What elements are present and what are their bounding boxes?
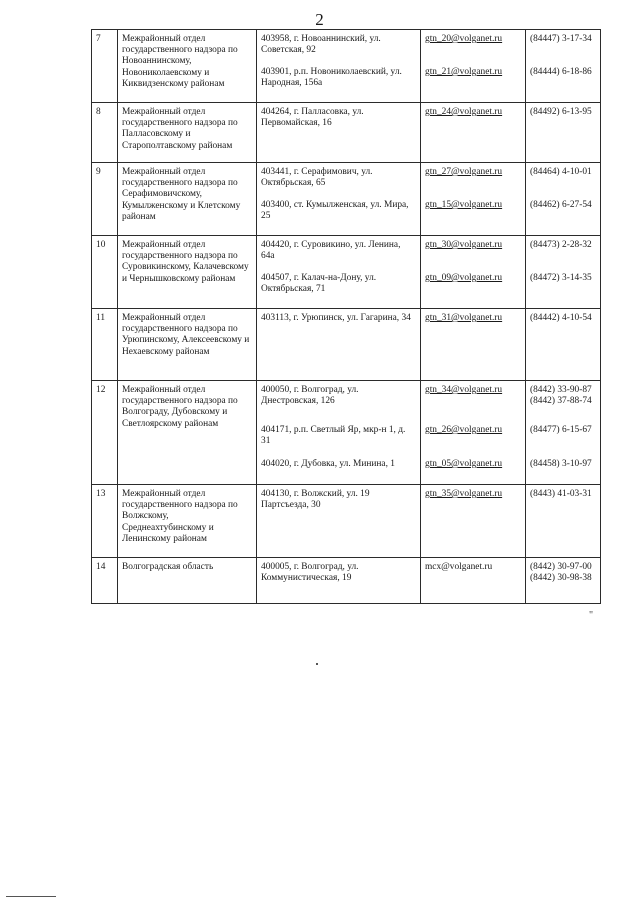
- phone-number: (8443) 41-03-31: [530, 489, 592, 499]
- table-row: [92, 558, 601, 604]
- department-text: Межрайонный отдел государственного надзора по Волгограду, Дубовскому и Светлоярскому районам: [122, 385, 238, 429]
- address-text: 403958, г. Новоаннинский, ул. Советская, 92: [261, 34, 381, 56]
- address-text: 404264, г. Палласовка, ул. Первомайская, 16: [261, 107, 364, 129]
- phone-number: (84473) 2-28-32: [530, 240, 592, 250]
- email-link[interactable]: gtn_26@volganet.ru: [425, 425, 503, 435]
- address-text: 403113, г. Урюпинск, ул. Гагарина, 34: [261, 313, 411, 323]
- row-number: [92, 236, 118, 309]
- address-cell: [257, 558, 421, 604]
- email-cell: [421, 236, 526, 309]
- row-number: [92, 485, 118, 558]
- email-link[interactable]: gtn_35@volganet.ru: [425, 489, 503, 499]
- row-number-text: 13: [96, 489, 106, 499]
- department-name: [118, 236, 257, 309]
- email-cell: [421, 381, 526, 485]
- phone-cell: [526, 485, 601, 558]
- table-row: [92, 163, 601, 236]
- email-link[interactable]: gtn_21@volganet.ru: [425, 67, 503, 77]
- table-body: [92, 30, 601, 604]
- row-number-text: 14: [96, 562, 106, 572]
- email-link[interactable]: mcx@volganet.ru: [425, 562, 493, 572]
- row-number-text: 9: [96, 167, 101, 177]
- department-text: Межрайонный отдел государственного надзора по Палласовскому и Старополтавскому районам: [122, 107, 238, 151]
- email-cell: [421, 30, 526, 103]
- email-link[interactable]: gtn_24@volganet.ru: [425, 107, 503, 117]
- department-text: Межрайонный отдел государственного надзора по Волжскому, Среднеахтубинскому и Ленинскому районам: [122, 489, 238, 544]
- email-link[interactable]: gtn_30@volganet.ru: [425, 240, 503, 250]
- department-text: Межрайонный отдел государственного надзора по Суровикинскому, Калачевскому и Чернышковскому районам: [122, 240, 249, 284]
- phone-number: (84464) 4-10-01: [530, 167, 592, 177]
- row-number: [92, 30, 118, 103]
- department-text: Волгоградская область: [122, 562, 214, 572]
- row-number: [92, 163, 118, 236]
- row-number-text: 10: [96, 240, 106, 250]
- phone-number: (8442) 30-98-38: [530, 573, 592, 584]
- department-text: Межрайонный отдел государственного надзора по Новоаннинскому, Новониколаевскому и Киквидзенскому районам: [122, 34, 238, 89]
- address-text: 404020, г. Дубовка, ул. Минина, 1: [261, 459, 395, 469]
- row-number-text: 7: [96, 34, 101, 44]
- table-row: [92, 309, 601, 381]
- row-number-text: 11: [96, 313, 106, 323]
- table-row: [92, 236, 601, 309]
- phone-cell: [526, 309, 601, 381]
- phone-cell: [526, 30, 601, 103]
- department-name: [118, 103, 257, 163]
- address-cell: [257, 309, 421, 381]
- row-number: [92, 558, 118, 604]
- closing-quote-mark: ": [589, 610, 594, 621]
- email-cell: [421, 485, 526, 558]
- department-text: Межрайонный отдел государственного надзора по Серафимовичскому, Кумылженскому и Клетскому районам: [122, 167, 241, 222]
- phone-number: (84472) 3-14-35: [530, 273, 592, 283]
- department-name: [118, 163, 257, 236]
- phone-number: (84462) 6-27-54: [530, 200, 592, 210]
- email-link[interactable]: gtn_09@volganet.ru: [425, 273, 503, 283]
- row-number: [92, 381, 118, 485]
- address-cell: [257, 163, 421, 236]
- page-number: 2: [315, 10, 325, 29]
- department-name: [118, 558, 257, 604]
- address-text: 404420, г. Суровикино, ул. Ленина, 64а: [261, 240, 401, 262]
- address-cell: [257, 485, 421, 558]
- address-cell: [257, 103, 421, 163]
- department-name: [118, 485, 257, 558]
- email-link[interactable]: gtn_34@volganet.ru: [425, 385, 503, 395]
- contacts-table: [91, 29, 601, 604]
- email-link[interactable]: gtn_20@volganet.ru: [425, 34, 503, 44]
- address-text: 403441, г. Серафимович, ул. Октябрьская, 65: [261, 167, 373, 189]
- address-text: 404507, г. Калач-на-Дону, ул. Октябрьская, 71: [261, 273, 377, 295]
- phone-cell: [526, 381, 601, 485]
- email-cell: [421, 309, 526, 381]
- phone-cell: [526, 236, 601, 309]
- phone-number: (84444) 6-18-86: [530, 67, 592, 77]
- email-cell: [421, 103, 526, 163]
- address-text: 400005, г. Волгоград, ул. Коммунистическая, 19: [261, 562, 359, 584]
- row-number: [92, 103, 118, 163]
- table-row: [92, 103, 601, 163]
- phone-cell: [526, 103, 601, 163]
- phone-cell: [526, 163, 601, 236]
- email-cell: [421, 558, 526, 604]
- address-cell: [257, 236, 421, 309]
- phone-number: (84477) 6-15-67: [530, 425, 592, 435]
- phone-number: (8442) 33-90-87: [530, 385, 592, 395]
- email-link[interactable]: gtn_27@volganet.ru: [425, 167, 503, 177]
- footer-rule: [6, 896, 56, 897]
- email-link[interactable]: gtn_05@volganet.ru: [425, 459, 503, 469]
- row-number-text: 12: [96, 385, 106, 395]
- department-text: Межрайонный отдел государственного надзора по Урюпинскому, Алексеевскому и Нехаевскому районам: [122, 313, 250, 357]
- phone-number: (84447) 3-17-34: [530, 34, 592, 44]
- address-text: 403400, ст. Кумылженская, ул. Мира, 25: [261, 200, 409, 222]
- email-link[interactable]: gtn_31@volganet.ru: [425, 313, 503, 323]
- phone-number: (8442) 37-88-74: [530, 396, 592, 407]
- address-text: 400050, г. Волгоград, ул. Днестровская, 126: [261, 385, 359, 407]
- email-link[interactable]: gtn_15@volganet.ru: [425, 200, 503, 210]
- table-row: [92, 381, 601, 485]
- phone-cell: [526, 558, 601, 604]
- department-name: [118, 309, 257, 381]
- phone-number: (84442) 4-10-54: [530, 313, 592, 323]
- address-cell: [257, 381, 421, 485]
- address-text: 403901, р.п. Новониколаевский, ул. Народная, 156а: [261, 67, 402, 89]
- scan-speck: [316, 663, 318, 665]
- address-text: 404130, г. Волжский, ул. 19 Партсъезда, 30: [261, 489, 370, 511]
- row-number: [92, 309, 118, 381]
- email-cell: [421, 163, 526, 236]
- phone-number: (84492) 6-13-95: [530, 107, 592, 117]
- department-name: [118, 381, 257, 485]
- table-row: [92, 485, 601, 558]
- phone-number: (8442) 30-97-00: [530, 562, 592, 572]
- phone-number: (84458) 3-10-97: [530, 459, 592, 469]
- row-number-text: 8: [96, 107, 101, 117]
- address-text: 404171, р.п. Светлый Яр, мкр-н 1, д. 31: [261, 425, 406, 447]
- table-row: [92, 30, 601, 103]
- department-name: [118, 30, 257, 103]
- address-cell: [257, 30, 421, 103]
